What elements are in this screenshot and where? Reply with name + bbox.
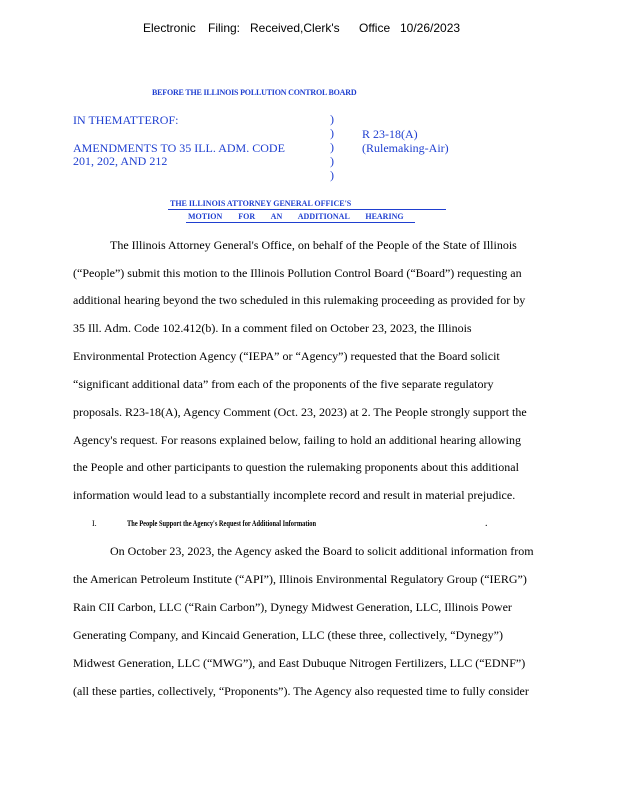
motion-title-line2: MOTION FOR AN ADDITIONAL HEARING <box>188 212 404 221</box>
section-title: The People Support the Agency's Request for Additional Information <box>127 519 317 528</box>
paragraph-line: information would lead to a substantially incomplete record and result in material prejudice. <box>73 488 516 502</box>
section-number: I. <box>92 519 97 528</box>
paragraph-line: Agency's request. For reasons explained below, failing to hold an additional hearing allowing <box>73 433 521 447</box>
paragraph-line: 35 Ill. Adm. Code 102.412(b). In a comment filed on October 23, 2023, the Illinois <box>73 321 472 335</box>
section-period: . <box>485 518 488 529</box>
paragraph-line: On October 23, 2023, the Agency asked the Board to solicit additional information from <box>110 544 534 558</box>
case-number: R 23-18(A) <box>362 127 418 141</box>
paragraph-line: Generating Company, and Kincaid Generation, LLC (these three, collectively, “Dynegy”) <box>73 628 503 642</box>
court-name: BEFORE THE ILLINOIS POLLUTION CONTROL BOARD <box>152 88 357 97</box>
header-received: Received,Clerk's <box>250 21 340 35</box>
paragraph-line: Environmental Protection Agency (“IEPA” or “Agency”) requested that the Board solicit <box>73 349 500 363</box>
paragraph-line: the People and other participants to question the rulemaking proponents about this additional <box>73 460 519 474</box>
header-filing: Filing: <box>208 21 241 35</box>
paragraph-line: Rain CII Carbon, LLC (“Rain Carbon”), Dynegy Midwest Generation, LLC, Illinois Power <box>73 600 512 614</box>
title-underline <box>168 209 446 210</box>
caption-paren: ) <box>330 126 334 140</box>
caption-paren: ) <box>330 168 334 182</box>
paragraph-line: the American Petroleum Institute (“API”), Illinois Environmental Regulatory Group (“IERG”) <box>73 572 527 586</box>
paragraph-line: Midwest Generation, LLC (“MWG”), and East Dubuque Nitrogen Fertilizers, LLC (“EDNF”) <box>73 656 526 670</box>
caption-paren: ) <box>330 140 334 154</box>
case-type: (Rulemaking-Air) <box>362 141 449 155</box>
caption-amendments-line1: AMENDMENTS TO 35 ILL. ADM. CODE <box>73 141 285 155</box>
paragraph-line: (all these parties, collectively, “Proponents”). The Agency also requested time to fully consider <box>73 684 529 698</box>
header-electronic: Electronic <box>143 21 196 35</box>
paragraph-line: additional hearing beyond the two scheduled in this rulemaking proceeding as provided for by <box>73 293 526 307</box>
title-underline <box>186 222 415 223</box>
paragraph-line: The Illinois Attorney General's Office, on behalf of the People of the State of Illinois <box>110 238 517 252</box>
caption-paren: ) <box>330 112 334 126</box>
caption-matter: IN THEMATTEROF: <box>73 113 179 127</box>
motion-title-line1: THE ILLINOIS ATTORNEY GENERAL OFFICE'S <box>170 199 352 208</box>
caption-paren: ) <box>330 154 334 168</box>
paragraph-line: (“People”) submit this motion to the Illinois Pollution Control Board (“Board”) requesting an <box>73 266 522 280</box>
header-office: Office <box>359 21 391 35</box>
paragraph-line: proposals. R23-18(A), Agency Comment (Oct. 23, 2023) at 2. The People strongly support the <box>73 405 527 419</box>
paragraph-line: “significant additional data” from each of the proponents of the five separate regulatory <box>73 377 494 391</box>
header-date: 10/26/2023 <box>400 21 461 35</box>
caption-amendments-line2: 201, 202, AND 212 <box>73 154 168 168</box>
